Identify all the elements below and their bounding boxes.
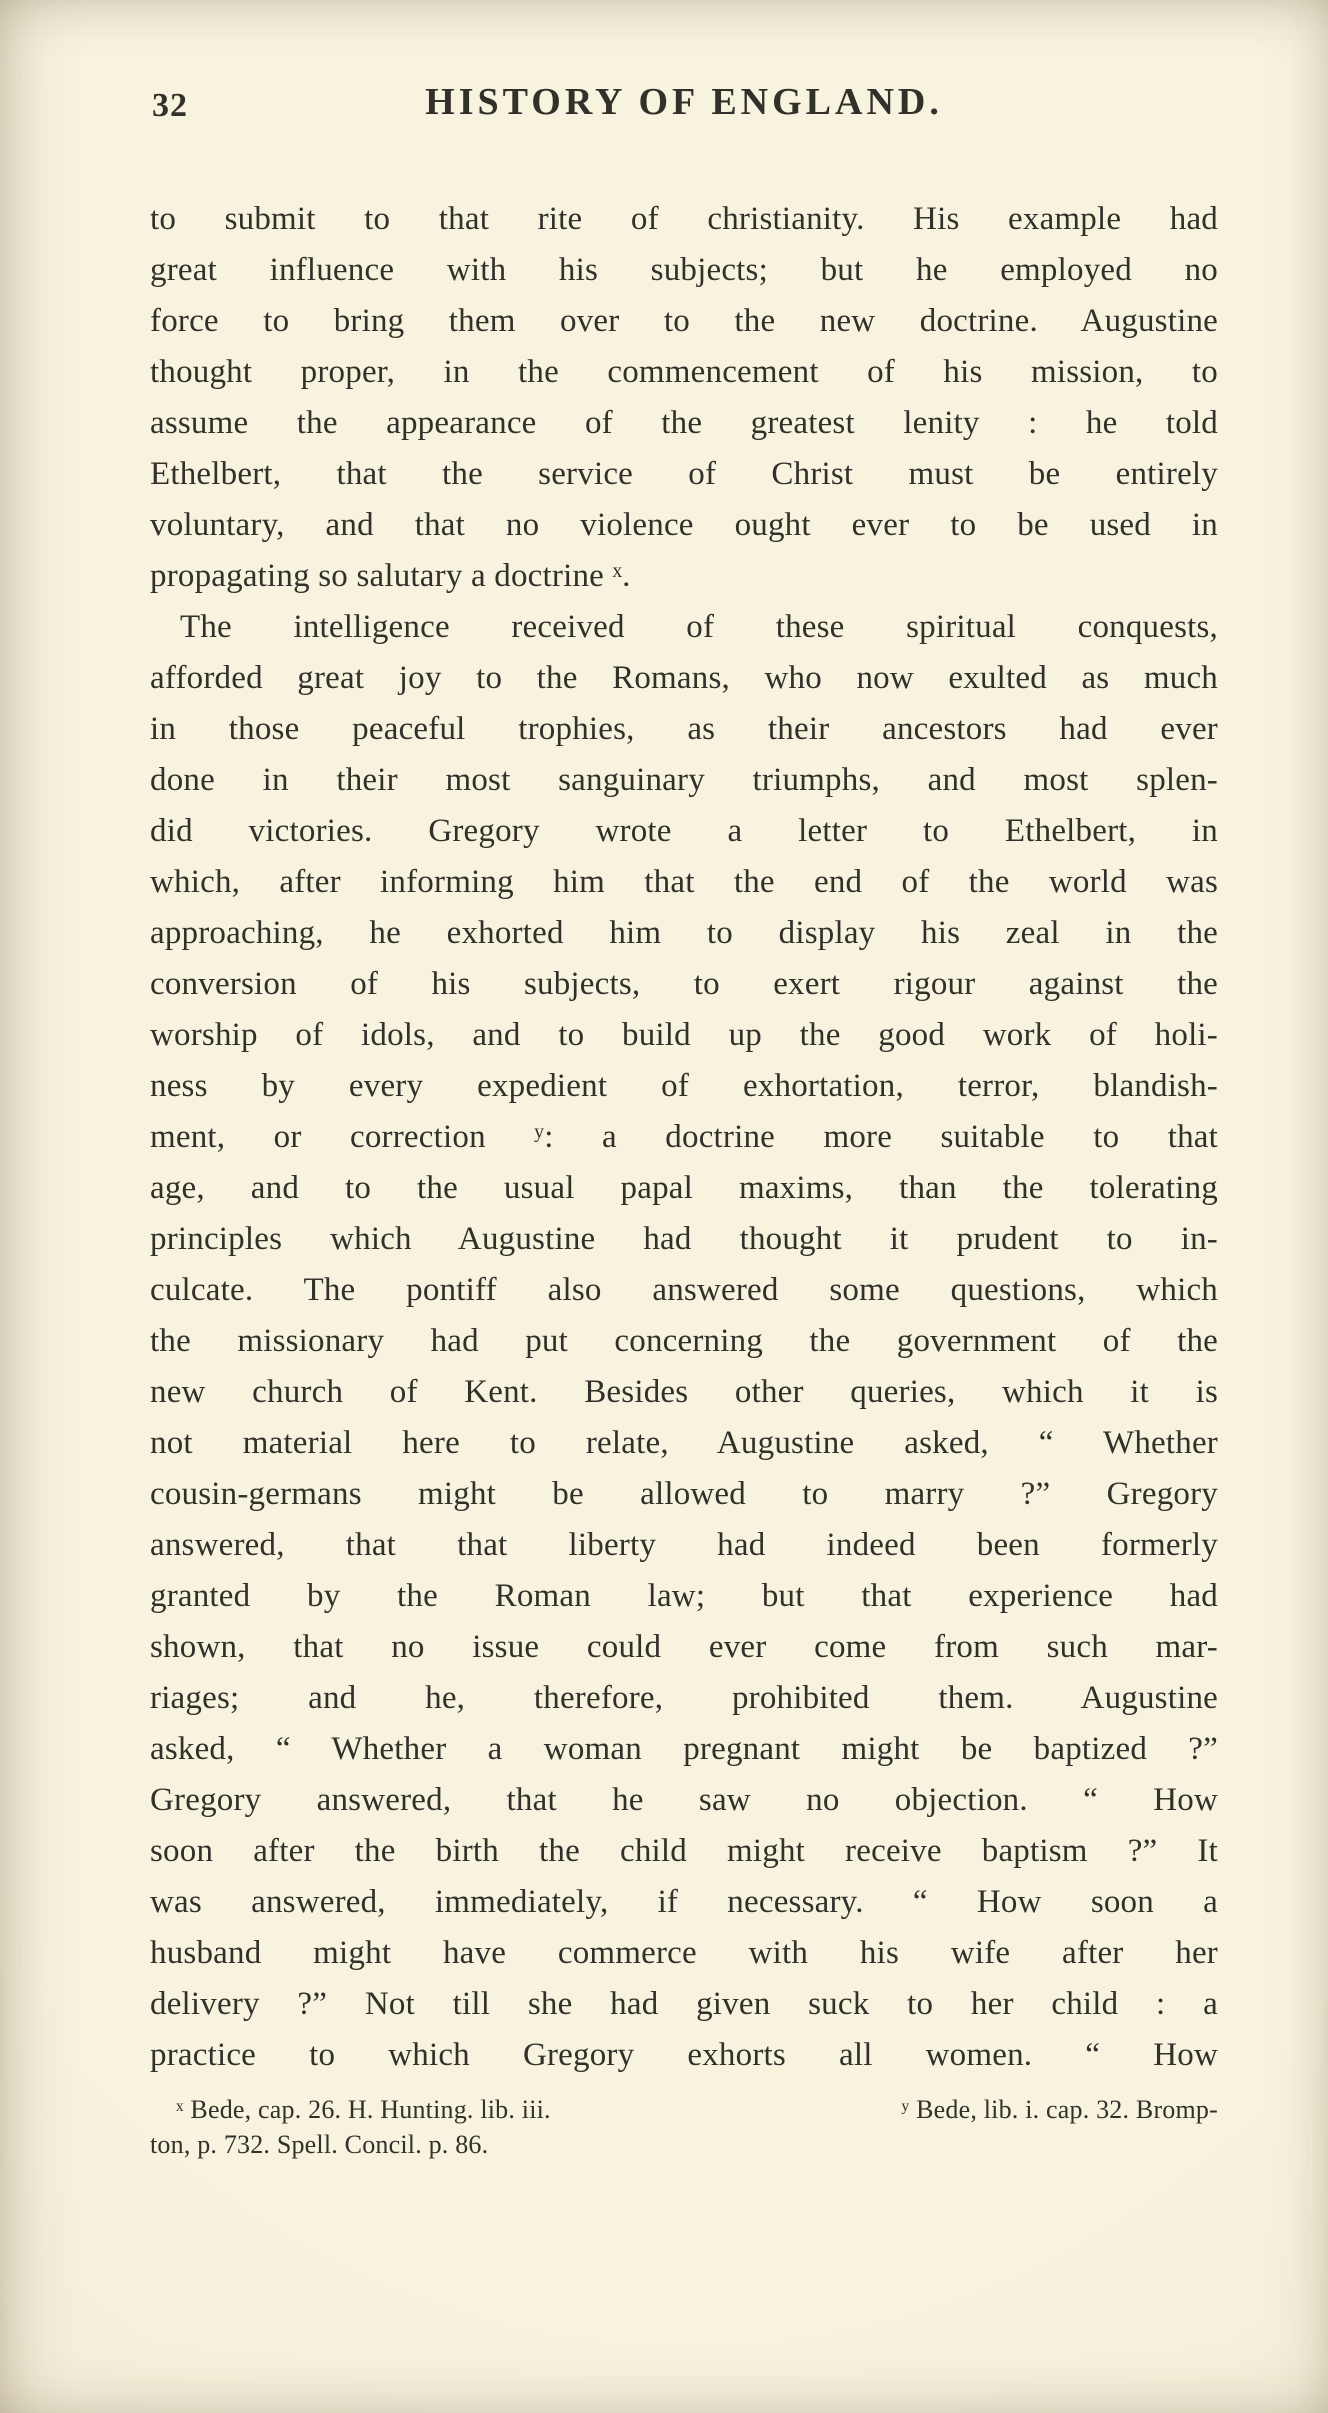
text-line: riages; and he, therefore, prohibited them. Augustine — [150, 1680, 1218, 1716]
text-line: Ethelbert, that the service of Christ must be entirely — [150, 456, 1218, 492]
text-line: afforded great joy to the Romans, who now exulted as much — [150, 660, 1218, 696]
text-line: done in their most sanguinary triumphs, and most splen- — [150, 762, 1218, 798]
text-line: cousin-germans might be allowed to marry ?” Gregory — [150, 1476, 1218, 1512]
text-line: to submit to that rite of christianity. His example had — [150, 201, 1218, 237]
running-title: HISTORY OF ENGLAND. — [425, 81, 943, 123]
text-line: principles which Augustine had thought it prudent to in- — [150, 1221, 1218, 1257]
text-line: new church of Kent. Besides other queries, which it is — [150, 1374, 1218, 1410]
text-line: not material here to relate, Augustine asked, “ Whether — [150, 1425, 1218, 1461]
text-line: soon after the birth the child might receive baptism ?” It — [150, 1833, 1218, 1869]
text-line: The intelligence received of these spiritual conquests, — [180, 609, 1218, 645]
text-line: did victories. Gregory wrote a letter to Ethelbert, in — [150, 813, 1218, 849]
text-line: voluntary, and that no violence ought ever to be used in — [150, 507, 1218, 543]
text-line: great influence with his subjects; but he employed no — [150, 252, 1218, 288]
text-line: was answered, immediately, if necessary. “ How soon a — [150, 1884, 1218, 1920]
text-line: age, and to the usual papal maxims, than the tolerating — [150, 1170, 1218, 1206]
footnote-y: ʸ Bede, lib. i. cap. 32. Bromp- — [901, 2095, 1218, 2124]
text-line: the missionary had put concerning the government of the — [150, 1323, 1218, 1359]
text-line: force to bring them over to the new doctrine. Augustine — [150, 303, 1218, 339]
text-line: practice to which Gregory exhorts all women. “ How — [150, 2037, 1218, 2073]
text-line: shown, that no issue could ever come from such mar- — [150, 1629, 1218, 1665]
text-line: husband might have commerce with his wife after her — [150, 1935, 1218, 1971]
footnotes — [150, 2092, 1218, 2162]
body-text — [150, 194, 1218, 2081]
paragraph — [150, 602, 1218, 2081]
text-line: ment, or correction ʸ: a doctrine more suitable to that — [150, 1119, 1218, 1155]
footnote-line — [150, 2127, 1218, 2162]
footnote-x: ˣ Bede, cap. 26. H. Hunting. lib. iii. — [176, 2095, 551, 2124]
text-line: granted by the Roman law; but that experience had — [150, 1578, 1218, 1614]
footnote-line — [150, 2092, 1218, 2127]
text-line: delivery ?” Not till she had given suck to her child : a — [150, 1986, 1218, 2022]
text-line: thought proper, in the commencement of his mission, to — [150, 354, 1218, 390]
text-line: approaching, he exhorted him to display his zeal in the — [150, 915, 1218, 951]
text-line: Gregory answered, that he saw no objection. “ How — [150, 1782, 1218, 1818]
text-line: answered, that that liberty had indeed been formerly — [150, 1527, 1218, 1563]
footnote-y-continuation: ton, p. 732. Spell. Concil. p. 86. — [150, 2130, 489, 2159]
text-line: propagating so salutary a doctrine ˣ. — [150, 558, 631, 594]
page-header — [150, 80, 1218, 136]
text-line: ness by every expedient of exhortation, terror, blandish- — [150, 1068, 1218, 1104]
text-line: in those peaceful trophies, as their ancestors had ever — [150, 711, 1218, 747]
paragraph — [150, 194, 1218, 602]
text-line: conversion of his subjects, to exert rigour against the — [150, 966, 1218, 1002]
text-line: asked, “ Whether a woman pregnant might be baptized ?” — [150, 1731, 1218, 1767]
text-line: culcate. The pontiff also answered some questions, which — [150, 1272, 1218, 1308]
text-line: worship of idols, and to build up the good work of holi- — [150, 1017, 1218, 1053]
text-line: assume the appearance of the greatest lenity : he told — [150, 405, 1218, 441]
text-line: which, after informing him that the end of the world was — [150, 864, 1218, 900]
page-number: 32 — [152, 87, 188, 124]
